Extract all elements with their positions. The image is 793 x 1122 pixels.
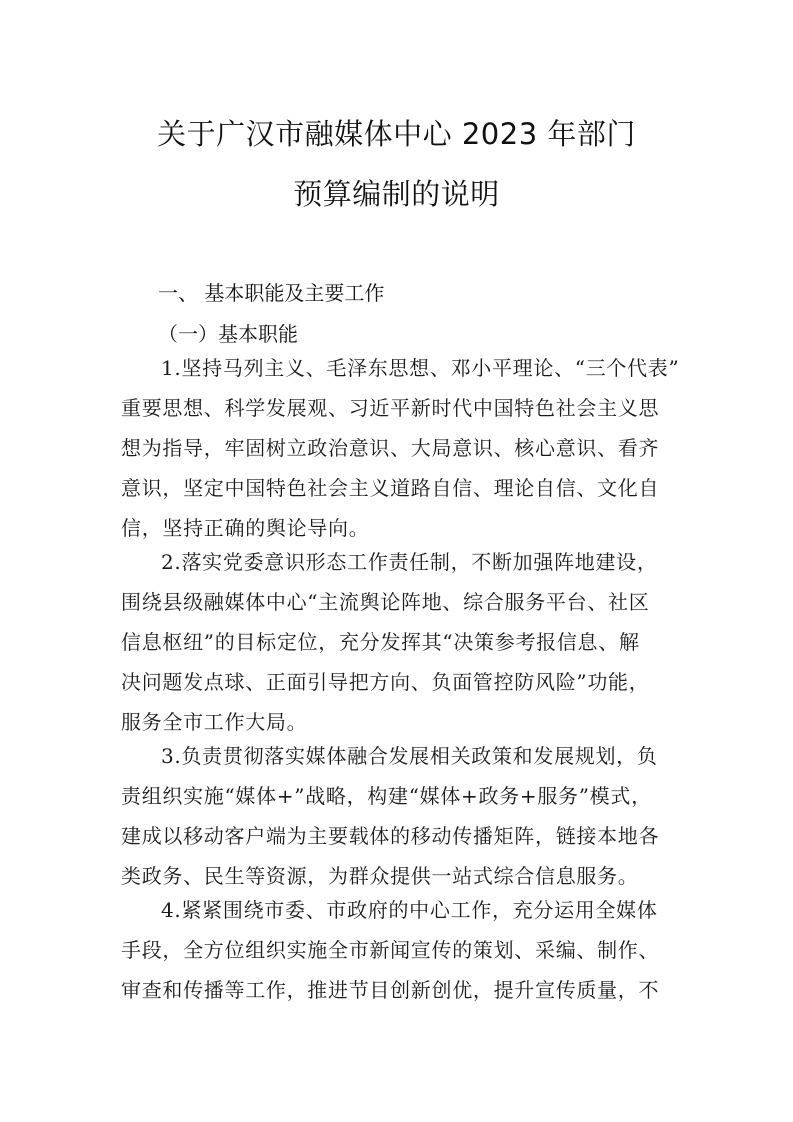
paragraph-2 bbox=[121, 542, 693, 742]
paragraph-line: 信，坚持正确的舆论导向。 bbox=[121, 516, 370, 540]
paragraph-line: 手段，全方位组织实施全市新闻宣传的策划、采编、制作、 bbox=[121, 938, 660, 962]
section-heading: 一、 基本职能及主要工作 bbox=[158, 281, 385, 305]
paragraph-3 bbox=[121, 736, 693, 896]
paragraph-line: 审查和传播等工作，推进节目创新创优，提升宣传质量，不 bbox=[121, 978, 660, 1002]
paragraph-line: 信息枢纽”的目标定位，充分发挥其“决策参考报信息、解 bbox=[121, 630, 640, 654]
paragraph-line: 想为指导，牢固树立政治意识、大局意识、核心意识、看齐 bbox=[121, 436, 660, 460]
paragraph-line bbox=[121, 348, 693, 388]
document-title-line-1: 关于广汉市融媒体中心 2023 年部门 bbox=[157, 117, 636, 151]
paragraph-line: 责组织实施“媒体+”战略，构建“媒体+政务+服务”模式， bbox=[121, 784, 652, 808]
paragraph-line: 决问题发点球、正面引导把方向、负面管控防风险”功能， bbox=[121, 670, 650, 694]
line-text: 4.紧紧围绕市委、市政府的中心工作，充分运用全媒体 bbox=[161, 898, 658, 922]
subsection-heading: （一）基本职能 bbox=[158, 322, 298, 346]
line-text: 1.坚持马列主义、毛泽东思想、邓小平理论、“三个代表” bbox=[161, 356, 680, 380]
line-text: 3.负责贯彻落实媒体融合发展相关政策和发展规划，负 bbox=[161, 744, 658, 768]
document-title-line-2: 预算编制的说明 bbox=[293, 177, 500, 211]
paragraph-line: 服务全市工作大局。 bbox=[121, 710, 308, 734]
paragraph-line: 重要思想、科学发展观、习近平新时代中国特色社会主义思 bbox=[121, 396, 660, 420]
paragraph-line: 类政务、民生等资源，为群众提供一站式综合信息服务。 bbox=[121, 864, 639, 888]
line-text: 2.落实党委意识形态工作责任制，不断加强阵地建设， bbox=[161, 550, 658, 574]
paragraph-4 bbox=[121, 890, 693, 1010]
paragraph-line bbox=[121, 736, 693, 776]
paragraph-line: 建成以移动客户端为主要载体的移动传播矩阵，链接本地各 bbox=[121, 824, 660, 848]
paragraph-line: 围绕县级融媒体中心“主流舆论阵地、综合服务平台、社区 bbox=[121, 590, 650, 614]
paragraph-1 bbox=[121, 348, 693, 548]
paragraph-line bbox=[121, 542, 693, 582]
paragraph-line bbox=[121, 890, 693, 930]
paragraph-line: 意识，坚定中国特色社会主义道路自信、理论自信、文化自 bbox=[121, 476, 660, 500]
